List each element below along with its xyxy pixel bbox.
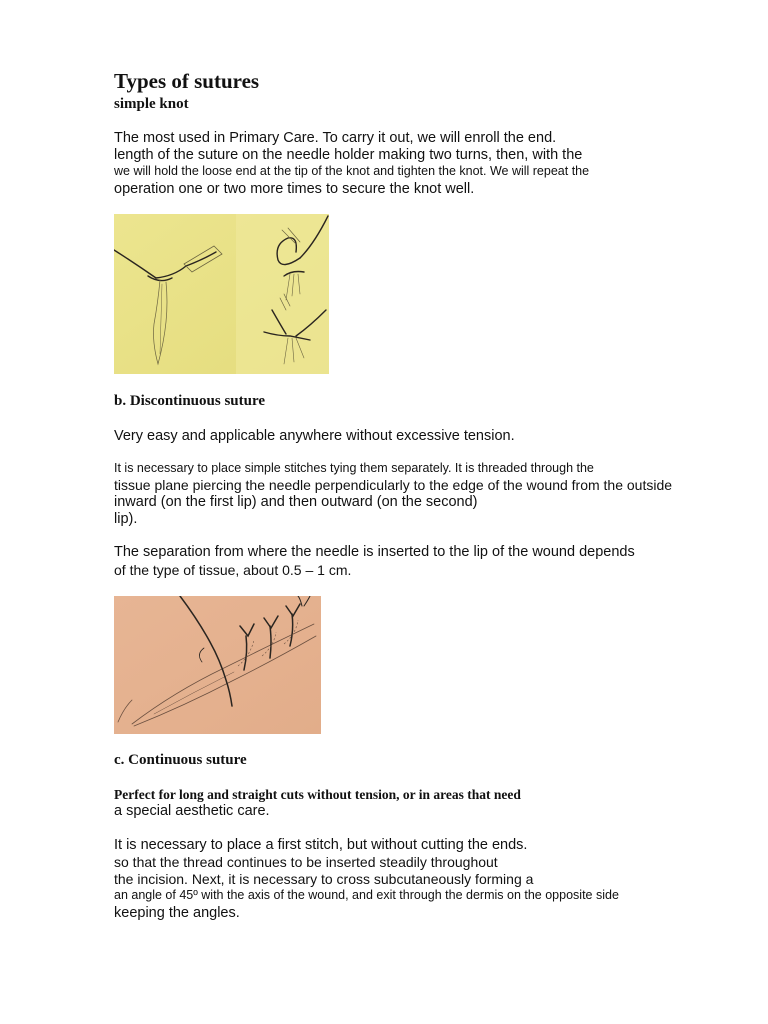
section-a-line: operation one or two more times to secure the knot well. <box>114 181 475 197</box>
section-b-line: lip). <box>114 511 138 527</box>
section-c-line: so that the thread continues to be inserted steadily throughout <box>114 854 498 870</box>
section-b-line: The separation from where the needle is inserted to the lip of the wound depends <box>114 544 635 560</box>
section-c-line: It is necessary to place a first stitch, but without cutting the ends. <box>114 837 528 853</box>
section-c-line: the incision. Next, it is necessary to cross subcutaneously forming a <box>114 871 534 887</box>
section-c-line: keeping the angles. <box>114 905 240 921</box>
section-b-line: of the type of tissue, about 0.5 – 1 cm. <box>114 562 352 578</box>
page-title: Types of sutures <box>114 69 260 93</box>
section-a-line: length of the suture on the needle holder making two turns, then, with the <box>114 147 583 163</box>
section-a-line: we will hold the loose end at the tip of the knot and tighten the knot. We will repeat the <box>114 164 590 178</box>
discontinuous-suture-illustration <box>114 596 321 734</box>
section-b-line: It is necessary to place simple stitches tying them separately. It is threaded through the <box>114 461 594 475</box>
section-a-heading: simple knot <box>114 96 189 112</box>
section-b-line: inward (on the first lip) and then outward (on the second) <box>114 494 478 510</box>
section-b-heading: b. Discontinuous suture <box>114 393 266 409</box>
section-c-line: an angle of 45º with the axis of the wound, and exit through the dermis on the opposite side <box>114 888 619 902</box>
section-c-heading: c. Continuous suture <box>114 752 247 768</box>
section-c-intro-rest: a special aesthetic care. <box>114 803 270 819</box>
section-b-line: tissue plane piercing the needle perpendicularly to the edge of the wound from the outside <box>114 477 673 493</box>
section-c-intro-bold: Perfect for long and straight cuts without tension, or in areas that need <box>114 787 521 802</box>
section-a-line: The most used in Primary Care. To carry it out, we will enroll the end. <box>114 130 557 146</box>
simple-knot-illustration <box>114 214 329 374</box>
section-b-intro: Very easy and applicable anywhere without excessive tension. <box>114 428 515 444</box>
